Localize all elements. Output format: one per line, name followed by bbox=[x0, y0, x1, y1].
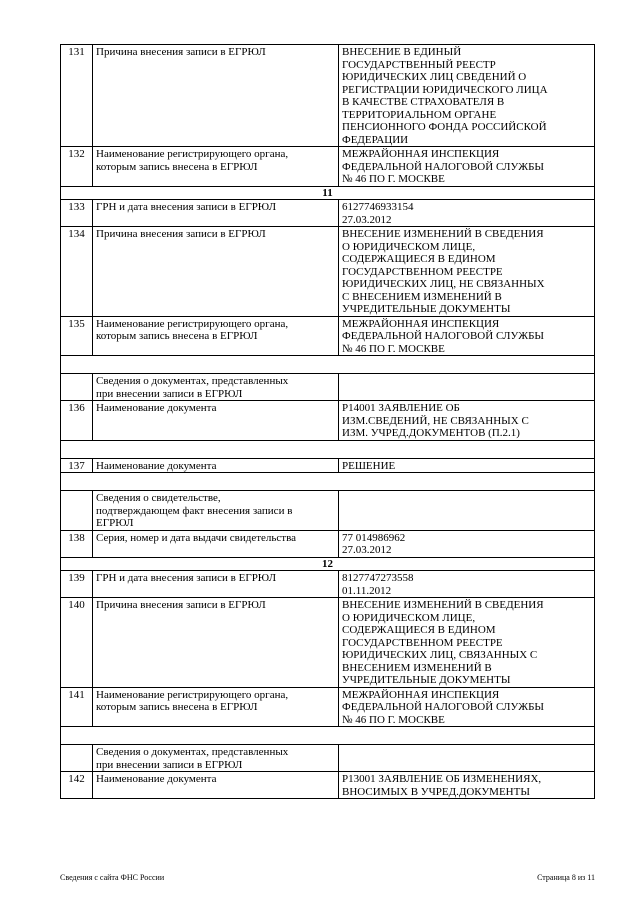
field-label-cell: Наименование документа bbox=[93, 401, 339, 441]
field-value-cell: 77 014986962 27.03.2012 bbox=[339, 530, 595, 557]
table-row bbox=[61, 687, 595, 727]
row-number-cell: 139 bbox=[61, 571, 93, 598]
field-value-cell: 8127747273558 01.11.2012 bbox=[339, 571, 595, 598]
footer-source: Сведения с сайта ФНС России bbox=[60, 873, 165, 882]
field-value-cell: РЕШЕНИЕ bbox=[339, 458, 595, 473]
field-label-cell: Наименование документа bbox=[93, 458, 339, 473]
field-value-cell: 6127746933154 27.03.2012 bbox=[339, 200, 595, 227]
row-number-cell: 133 bbox=[61, 200, 93, 227]
separator-row bbox=[61, 356, 595, 374]
field-value-cell: Р13001 ЗАЯВЛЕНИЕ ОБ ИЗМЕНЕНИЯХ, ВНОСИМЫХ В УЧРЕД.ДОКУМЕНТЫ bbox=[339, 772, 595, 799]
field-label-cell: Причина внесения записи в ЕГРЮЛ bbox=[93, 227, 339, 317]
row-number-cell: 131 bbox=[61, 45, 93, 147]
section-number: 11 bbox=[61, 186, 595, 200]
field-value-cell: МЕЖРАЙОННАЯ ИНСПЕКЦИЯ ФЕДЕРАЛЬНОЙ НАЛОГОВОЙ СЛУЖБЫ № 46 ПО Г. МОСКВЕ bbox=[339, 687, 595, 727]
table-row bbox=[61, 147, 595, 187]
field-value-cell bbox=[339, 491, 595, 531]
table-row bbox=[61, 745, 595, 772]
field-value-cell: МЕЖРАЙОННАЯ ИНСПЕКЦИЯ ФЕДЕРАЛЬНОЙ НАЛОГОВОЙ СЛУЖБЫ № 46 ПО Г. МОСКВЕ bbox=[339, 316, 595, 356]
row-number-cell: 142 bbox=[61, 772, 93, 799]
separator-row bbox=[61, 440, 595, 458]
table-row bbox=[61, 316, 595, 356]
separator-cell bbox=[61, 727, 595, 745]
separator-cell bbox=[61, 473, 595, 491]
table-row bbox=[61, 571, 595, 598]
field-value-cell bbox=[339, 745, 595, 772]
field-value-cell: ВНЕСЕНИЕ ИЗМЕНЕНИЙ В СВЕДЕНИЯ О ЮРИДИЧЕСКОМ ЛИЦЕ, СОДЕРЖАЩИЕСЯ В ЕДИНОМ ГОСУДАРСТВЕННОМ РЕЕСТРЕ ЮРИДИЧЕСКИХ ЛИЦ, СВЯЗАННЫХ С ВНЕСЕНИЕМ ИЗМЕНЕНИЙ В УЧРЕДИТЕЛЬНЫЕ ДОКУМЕНТЫ bbox=[339, 598, 595, 688]
table-row bbox=[61, 530, 595, 557]
field-value-cell: МЕЖРАЙОННАЯ ИНСПЕКЦИЯ ФЕДЕРАЛЬНОЙ НАЛОГОВОЙ СЛУЖБЫ № 46 ПО Г. МОСКВЕ bbox=[339, 147, 595, 187]
field-label-cell: Наименование регистрирующего органа, которым запись внесена в ЕГРЮЛ bbox=[93, 147, 339, 187]
table-row bbox=[61, 45, 595, 147]
row-number-cell bbox=[61, 374, 93, 401]
section-number: 12 bbox=[61, 557, 595, 571]
table-row bbox=[61, 200, 595, 227]
row-number-cell: 141 bbox=[61, 687, 93, 727]
table-row bbox=[61, 772, 595, 799]
field-label-cell: Сведения о документах, представленных при внесении записи в ЕГРЮЛ bbox=[93, 745, 339, 772]
footer-page-number: Страница 8 из 11 bbox=[537, 873, 595, 882]
table-row bbox=[61, 598, 595, 688]
row-number-cell: 135 bbox=[61, 316, 93, 356]
table-row bbox=[61, 491, 595, 531]
field-value-cell bbox=[339, 374, 595, 401]
row-number-cell bbox=[61, 491, 93, 531]
field-value-cell: ВНЕСЕНИЕ ИЗМЕНЕНИЙ В СВЕДЕНИЯ О ЮРИДИЧЕСКОМ ЛИЦЕ, СОДЕРЖАЩИЕСЯ В ЕДИНОМ ГОСУДАРСТВЕННОМ РЕЕСТРЕ ЮРИДИЧЕСКИХ ЛИЦ, НЕ СВЯЗАННЫХ С ВНЕСЕНИЕМ ИЗМЕНЕНИЙ В УЧРЕДИТЕЛЬНЫЕ ДОКУМЕНТЫ bbox=[339, 227, 595, 317]
field-label-cell: Причина внесения записи в ЕГРЮЛ bbox=[93, 598, 339, 688]
field-value-cell: ВНЕСЕНИЕ В ЕДИНЫЙ ГОСУДАРСТВЕННЫЙ РЕЕСТР ЮРИДИЧЕСКИХ ЛИЦ СВЕДЕНИЙ О РЕГИСТРАЦИИ ЮРИДИЧЕСКОГО ЛИЦА В КАЧЕСТВЕ СТРАХОВАТЕЛЯ В ТЕРРИТОРИАЛЬНОМ ОРГАНЕ ПЕНСИОННОГО ФОНДА РОССИЙСКОЙ ФЕДЕРАЦИИ bbox=[339, 45, 595, 147]
row-number-cell: 136 bbox=[61, 401, 93, 441]
table-row bbox=[61, 374, 595, 401]
field-label-cell: Наименование документа bbox=[93, 772, 339, 799]
field-label-cell: Наименование регистрирующего органа, которым запись внесена в ЕГРЮЛ bbox=[93, 316, 339, 356]
section-header-row bbox=[61, 186, 595, 200]
separator-cell bbox=[61, 356, 595, 374]
row-number-cell: 140 bbox=[61, 598, 93, 688]
separator-cell bbox=[61, 440, 595, 458]
field-label-cell: Серия, номер и дата выдачи свидетельства bbox=[93, 530, 339, 557]
row-number-cell: 137 bbox=[61, 458, 93, 473]
egrul-record-table bbox=[60, 44, 595, 799]
field-label-cell: ГРН и дата внесения записи в ЕГРЮЛ bbox=[93, 200, 339, 227]
field-label-cell: ГРН и дата внесения записи в ЕГРЮЛ bbox=[93, 571, 339, 598]
table-row bbox=[61, 227, 595, 317]
separator-row bbox=[61, 727, 595, 745]
table-body bbox=[61, 45, 595, 799]
row-number-cell bbox=[61, 745, 93, 772]
table-row bbox=[61, 401, 595, 441]
table-row bbox=[61, 458, 595, 473]
field-value-cell: Р14001 ЗАЯВЛЕНИЕ ОБ ИЗМ.СВЕДЕНИЙ, НЕ СВЯЗАННЫХ С ИЗМ. УЧРЕД.ДОКУМЕНТОВ (П.2.1) bbox=[339, 401, 595, 441]
field-label-cell: Причина внесения записи в ЕГРЮЛ bbox=[93, 45, 339, 147]
row-number-cell: 134 bbox=[61, 227, 93, 317]
section-header-row bbox=[61, 557, 595, 571]
row-number-cell: 132 bbox=[61, 147, 93, 187]
field-label-cell: Наименование регистрирующего органа, которым запись внесена в ЕГРЮЛ bbox=[93, 687, 339, 727]
row-number-cell: 138 bbox=[61, 530, 93, 557]
field-label-cell: Сведения о свидетельстве, подтверждающем факт внесения записи в ЕГРЮЛ bbox=[93, 491, 339, 531]
separator-row bbox=[61, 473, 595, 491]
field-label-cell: Сведения о документах, представленных при внесении записи в ЕГРЮЛ bbox=[93, 374, 339, 401]
